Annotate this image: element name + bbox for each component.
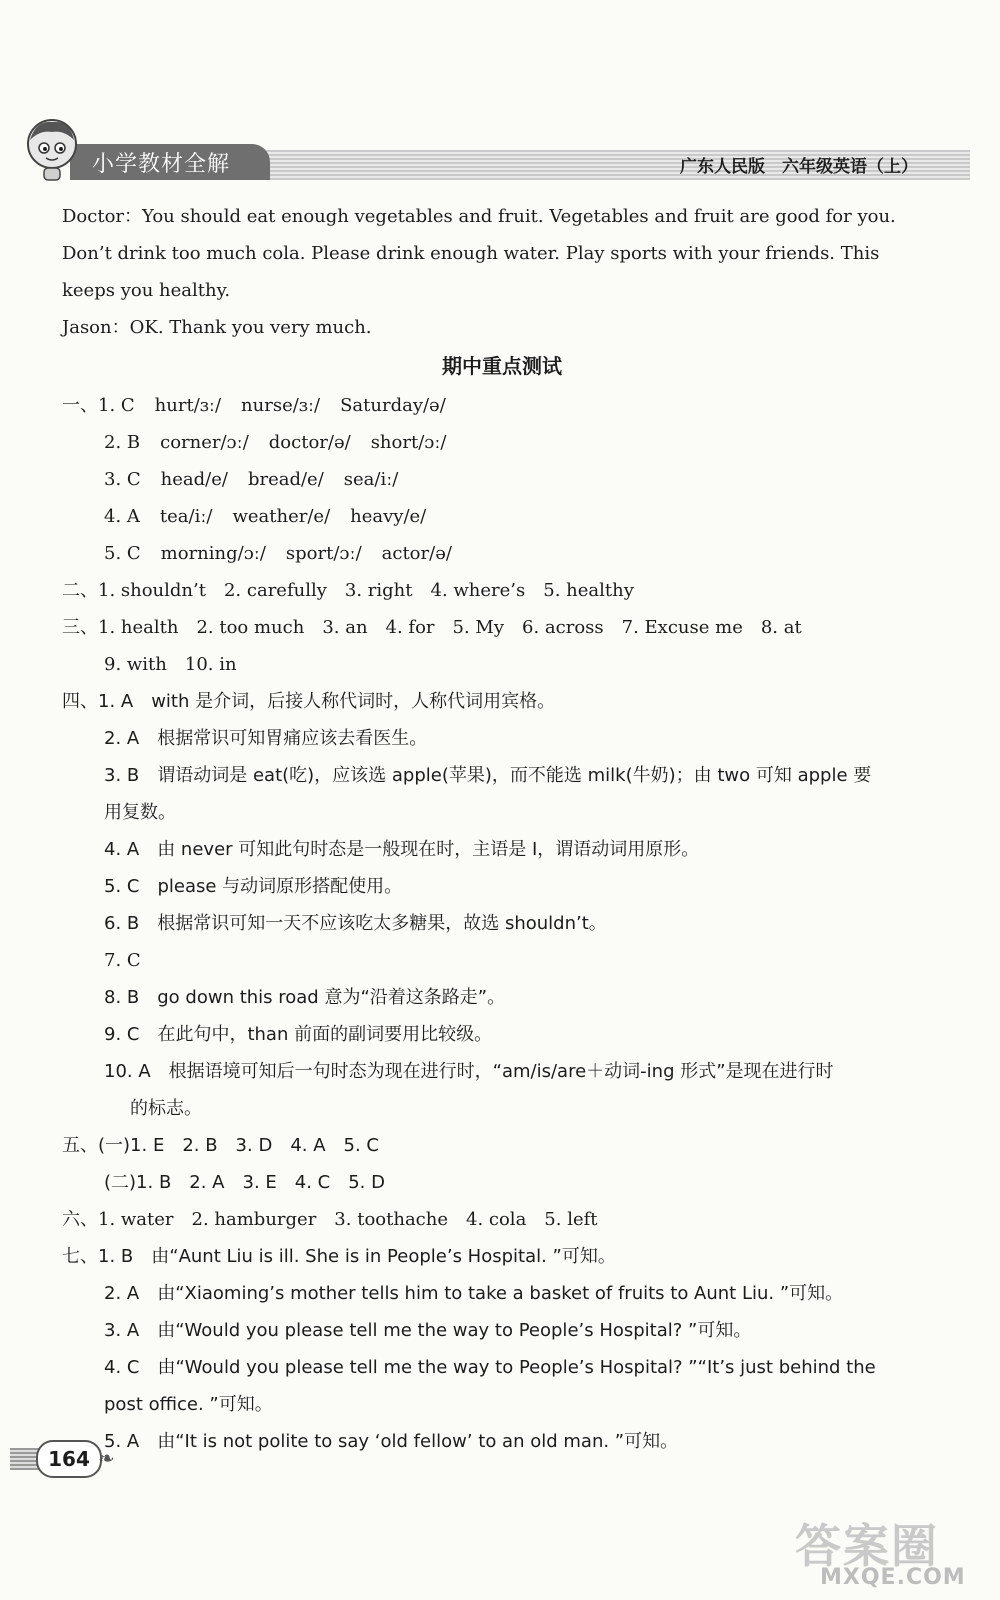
answer-label: 3. C [104, 469, 141, 490]
watermark-logo: 答案圈 [795, 1519, 939, 1573]
part7-line: 4. C 由“Would you please tell me the way to People’s Hospital? ”“It’s just behind the [104, 1357, 876, 1378]
phonetic-row [62, 424, 942, 461]
section-title: 期中重点测试 [442, 354, 562, 378]
dialogue-line: Jason：OK. Thank you very much. [62, 317, 372, 338]
page-number: 164 [36, 1440, 102, 1478]
phonetic-word: tea/iː/ [159, 506, 213, 527]
phonetic-word: hurt/ɜː/ [154, 395, 222, 416]
answer-label: 一、1. C [62, 395, 135, 416]
phonetic-word: weather/e/ [232, 506, 331, 527]
phonetic-row [62, 387, 942, 424]
watermark-url: MXQE.COM [820, 1565, 966, 1590]
part5-line: 五、(一)1. E 2. B 3. D 4. A 5. C [62, 1135, 379, 1156]
part4-line: 4. A 由 never 可知此句时态是一般现在时，主语是 I，谓语动词用原形。 [104, 839, 700, 860]
leaf-icon: ❧ [98, 1446, 115, 1470]
phonetic-row [62, 498, 942, 535]
part4-line: 7. C [104, 950, 141, 971]
phonetic-word: actor/ə/ [381, 543, 452, 564]
phonetic-word: sport/ɔː/ [285, 543, 362, 564]
part4-line: 用复数。 [104, 802, 176, 823]
phonetic-word: doctor/ə/ [268, 432, 351, 453]
phonetic-word: heavy/e/ [350, 506, 427, 527]
part3-answers: 三、1. health 2. too much 3. an 4. for 5. My 6. across 7. Excuse me 8. at [62, 617, 802, 638]
part7-line: 七、1. B 由“Aunt Liu is ill. She is in People’s Hospital. ”可知。 [62, 1246, 616, 1267]
part4-answers [62, 683, 942, 1127]
phonetic-word: head/e/ [160, 469, 228, 490]
dialogue-line: Doctor：You should eat enough vegetables and fruit. Vegetables and fruit are good for you. [62, 206, 896, 227]
part4-line: 6. B 根据常识可知一天不应该吃太多糖果，故选 shouldn’t。 [104, 913, 607, 934]
edition-label: 广东人民版 六年级英语（上） [680, 157, 918, 177]
phonetic-row [62, 461, 942, 498]
answer-label: 2. B [104, 432, 141, 453]
part4-line: 5. C please 与动词原形搭配使用。 [104, 876, 403, 897]
part4-line: 2. A 根据常识可知胃痛应该去看医生。 [104, 728, 428, 749]
series-title: 小学教材全解 [92, 152, 231, 177]
answer-content [62, 198, 942, 1460]
answer-label: 4. A [104, 506, 140, 527]
phonetic-word: sea/iː/ [343, 469, 399, 490]
part6-answers: 六、1. water 2. hamburger 3. toothache 4. cola 5. left [62, 1209, 598, 1230]
phonetic-row [62, 535, 942, 572]
page-header [0, 100, 1000, 190]
part4-line: 10. A 根据语境可知后一句时态为现在进行时，“am/is/are＋动词-ing 形式”是现在进行时 [104, 1061, 834, 1082]
part4-line: 9. C 在此句中，than 前面的副词要用比较级。 [104, 1024, 493, 1045]
part3-answers-cont: 9. with 10. in [104, 654, 237, 675]
part4-line: 的标志。 [130, 1098, 202, 1119]
phonetic-word: Saturday/ə/ [340, 395, 446, 416]
phonetic-word: corner/ɔː/ [160, 432, 249, 453]
page-footer [0, 1440, 1000, 1480]
mascot-icon [16, 114, 88, 186]
part7-line: 5. A 由“It is not polite to say ‘old fellow’ to an old man. ”可知。 [104, 1431, 679, 1452]
phonetic-word: bread/e/ [247, 469, 324, 490]
part7-line: 2. A 由“Xiaoming’s mother tells him to take a basket of fruits to Aunt Liu. ”可知。 [104, 1283, 844, 1304]
phonetic-word: short/ɔː/ [370, 432, 447, 453]
part2-answers: 二、1. shouldn’t 2. carefully 3. right 4. where’s 5. healthy [62, 580, 634, 601]
part1-phonetics [62, 387, 942, 572]
phonetic-word: nurse/ɜː/ [241, 395, 321, 416]
part7-line: 3. A 由“Would you please tell me the way to People’s Hospital? ”可知。 [104, 1320, 752, 1341]
part7-line: post office. ”可知。 [104, 1394, 273, 1415]
part7-answers [62, 1238, 942, 1460]
phonetic-word: morning/ɔː/ [160, 543, 266, 564]
part4-line: 四、1. A with 是介词，后接人称代词时，人称代词用宾格。 [62, 691, 556, 712]
dialogue-line: keeps you healthy. [62, 280, 231, 301]
part4-line: 3. B 谓语动词是 eat(吃)，应该选 apple(苹果)，而不能选 milk(牛奶)；由 two 可知 apple 要 [104, 765, 872, 786]
part5-answers [62, 1127, 942, 1201]
answer-label: 5. C [104, 543, 141, 564]
part5-line: (二)1. B 2. A 3. E 4. C 5. D [104, 1172, 385, 1193]
dialogue-line: Don’t drink too much cola. Please drink enough water. Play sports with your friends. This [62, 243, 880, 264]
part4-line: 8. B go down this road 意为“沿着这条路走”。 [104, 987, 506, 1008]
